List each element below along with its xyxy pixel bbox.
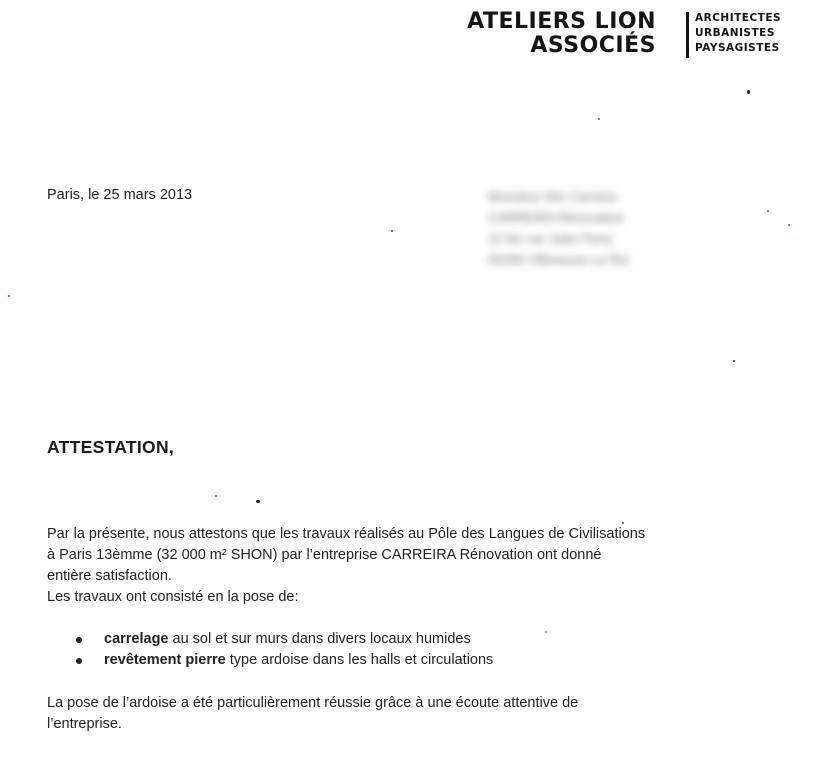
document-title: ATTESTATION,: [47, 437, 175, 457]
list-item: [76, 629, 493, 650]
list-item-text: au sol et sur murs dans divers locaux humides: [168, 631, 471, 647]
role-paysagistes: PAYSAGISTES: [695, 42, 780, 54]
logo-divider: [686, 12, 689, 58]
role-architectes: ARCHITECTES: [695, 12, 782, 24]
scan-speck: [622, 522, 624, 524]
list-item: [76, 650, 493, 671]
scan-speck: [767, 210, 769, 212]
scan-speck: [747, 90, 750, 94]
bullet-icon: [76, 637, 82, 643]
recipient-address: [488, 186, 629, 270]
closing-paragraph: [47, 693, 657, 735]
recipient-line: CARREIRA Rénovation: [488, 210, 624, 225]
body-paragraph-1: Par la présente, nous attestons que les travaux réalisés au Pôle des Langues de Civilisations à Paris 13èmme (32 000 m² SHON) par l’entreprise CARREIRA Rénovation ont donné entière satisfaction.: [47, 526, 646, 584]
role-urbanistes: URBANISTES: [695, 27, 775, 39]
list-item-term: revêtement pierre: [104, 652, 226, 668]
letterhead-logo: [467, 9, 790, 62]
scan-speck: [391, 230, 393, 232]
body-paragraph-2: Les travaux ont consisté en la pose de:: [47, 589, 299, 605]
firm-roles: [695, 11, 781, 56]
scan-speck: [256, 500, 260, 503]
recipient-line: 94290 Villeneuve Le Roi: [488, 252, 629, 267]
scan-speck: [8, 295, 10, 297]
works-list: [76, 629, 493, 671]
firm-name: [467, 10, 656, 58]
recipient-line: 12 bis rue Jules Ferry: [488, 231, 613, 246]
scan-speck: [598, 118, 600, 120]
closing-text: La pose de l’ardoise a été particulièrement réussie grâce à une écoute attentive de l’entreprise.: [47, 695, 579, 732]
firm-name-line1: ATELIERS LION: [467, 9, 656, 34]
body-text: [47, 524, 647, 608]
recipient-line: Monsieur Elic Carreira: [488, 189, 617, 204]
scan-speck: [788, 224, 790, 226]
bullet-icon: [76, 658, 82, 664]
list-item-term: carrelage: [104, 631, 169, 647]
scan-speck: [215, 495, 217, 497]
list-item-text: type ardoise dans les halls et circulations: [225, 652, 494, 668]
scan-speck: [733, 360, 735, 362]
scan-speck: [545, 631, 547, 633]
firm-name-line2: ASSOCIÉS: [530, 33, 656, 58]
letter-date: Paris, le 25 mars 2013: [47, 187, 193, 203]
